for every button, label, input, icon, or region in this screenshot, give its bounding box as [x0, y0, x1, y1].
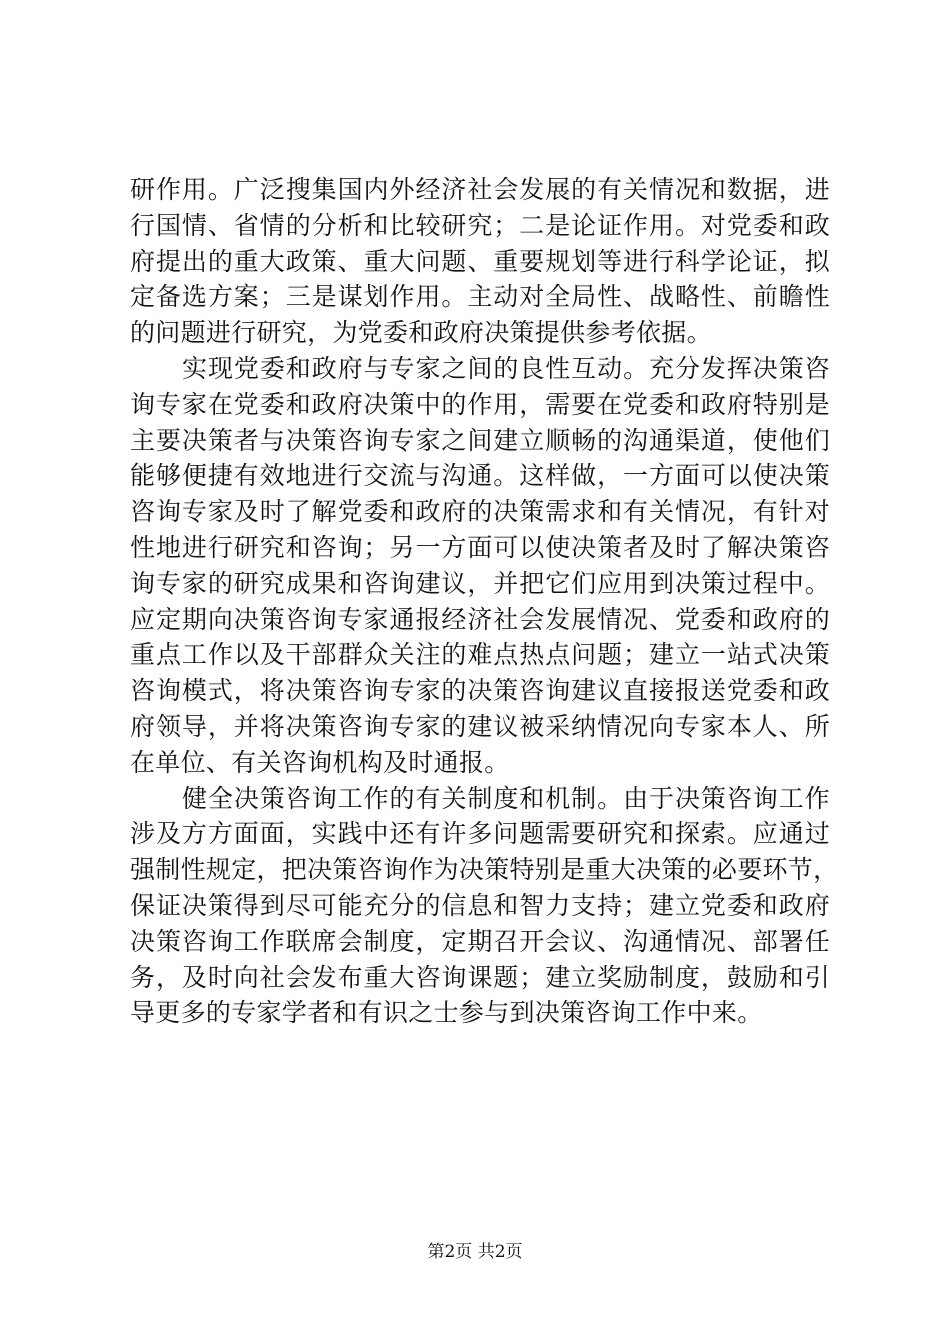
text-line: 保证决策得到尽可能充分的信息和智力支持；建立党委和政府	[130, 890, 830, 920]
text-line: 实现党委和政府与专家之间的良性互动。充分发挥决策咨	[182, 353, 830, 383]
text-line: 在单位、有关咨询机构及时通报。	[130, 747, 510, 777]
text-line: 询专家在党委和政府决策中的作用，需要在党委和政府特别是	[130, 389, 830, 419]
text-line: 咨询模式，将决策咨询专家的决策咨询建议直接报送党委和政	[130, 676, 830, 706]
text-line: 研作用。广泛搜集国内外经济社会发展的有关情况和数据，进	[130, 175, 830, 204]
paragraph-2	[130, 351, 830, 781]
paragraph-1	[130, 172, 830, 351]
paragraph-3	[130, 781, 839, 1032]
text-line: 健全决策咨询工作的有关制度和机制。由于决策咨询工作	[182, 783, 830, 813]
text-line: 行国情、省情的分析和比较研究；二是论证作用。对党委和政	[130, 210, 830, 240]
text-line: 导更多的专家学者和有识之士参与到决策咨询工作中来。	[130, 998, 763, 1028]
text-line: 询专家的研究成果和咨询建议，并把它们应用到决策过程中。	[130, 568, 830, 598]
page-number-footer: 第2页 共2页	[427, 1242, 523, 1262]
text-line: 府提出的重大政策、重大问题、重要规划等进行科学论证，拟	[130, 246, 830, 276]
text-line: 强制性规定，把决策咨询作为决策特别是重大决策的必要环节，	[130, 855, 839, 885]
text-line: 的问题进行研究，为党委和政府决策提供参考依据。	[130, 318, 712, 348]
text-line: 务，及时向社会发布重大咨询课题；建立奖励制度，鼓励和引	[130, 962, 830, 992]
text-line: 性地进行研究和咨询；另一方面可以使决策者及时了解决策咨	[130, 532, 830, 562]
text-line: 主要决策者与决策咨询专家之间建立顺畅的沟通渠道，使他们	[130, 425, 830, 455]
text-line: 应定期向决策咨询专家通报经济社会发展情况、党委和政府的	[130, 604, 830, 634]
text-line: 定备选方案；三是谋划作用。主动对全局性、战略性、前瞻性	[130, 282, 830, 312]
document-body	[130, 172, 839, 1031]
text-line: 重点工作以及干部群众关注的难点热点问题；建立一站式决策	[130, 640, 830, 670]
text-line: 涉及方方面面，实践中还有许多问题需要研究和探索。应通过	[130, 819, 830, 849]
text-line: 决策咨询工作联席会制度，定期召开会议、沟通情况、部署任	[130, 926, 830, 956]
text-line: 府领导，并将决策咨询专家的建议被采纳情况向专家本人、所	[130, 711, 830, 741]
text-line: 能够便捷有效地进行交流与沟通。这样做，一方面可以使决策	[130, 461, 830, 491]
text-line: 咨询专家及时了解党委和政府的决策需求和有关情况，有针对	[130, 497, 830, 527]
